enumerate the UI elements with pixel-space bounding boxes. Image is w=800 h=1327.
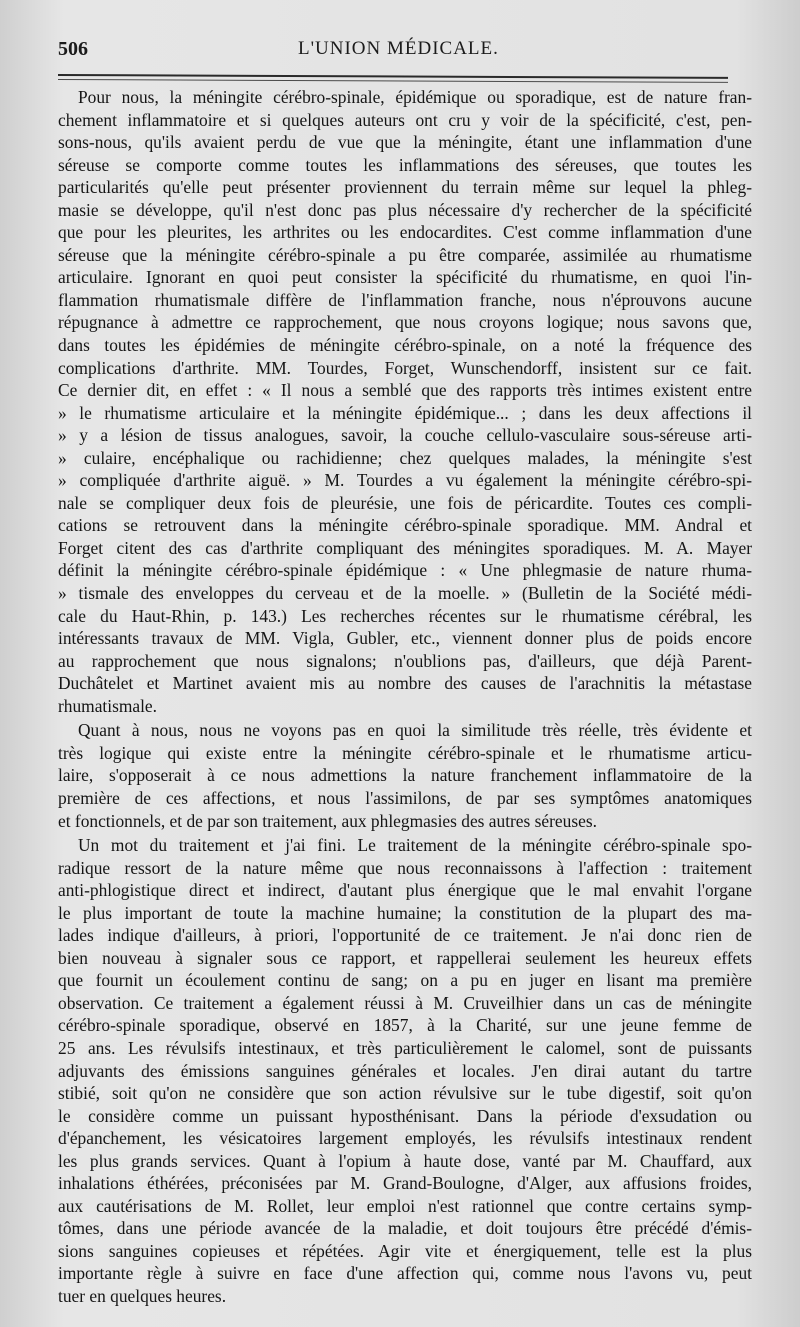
text-line: Un mot du traitement et j'ai fini. Le traitement de la méningite cérébro-spinale spo- bbox=[78, 835, 752, 856]
text-line: tuer en quelques heures. bbox=[58, 1285, 227, 1306]
text-line: que fournit un écoulement continu de sang; on a pu en juger en lisant ma première bbox=[58, 970, 752, 991]
text-line: » compliquée d'arthrite aiguë. » M. Tourdes a vu également la méningite cérébro-spi- bbox=[58, 470, 752, 491]
text-line: cations se retrouvent dans la méningite cérébro-spinale sporadique. MM. Andral et bbox=[58, 515, 752, 536]
text-line: adjuvants des émissions sanguines générales et locales. J'en dirai autant du tartre bbox=[58, 1060, 752, 1081]
header-rule bbox=[58, 74, 728, 79]
text-line: dans toutes les épidémies de méningite cérébro-spinale, on a noté la fréquence des bbox=[58, 335, 752, 356]
text-line: flammation rhumatismale diffère de l'inflammation franche, nous n'éprouvons aucune bbox=[58, 289, 752, 310]
paragraph-1 bbox=[58, 86, 752, 717]
text-line: » y a lésion de tissus analogues, savoir, la couche cellulo-vasculaire sous-séreuse arti- bbox=[58, 425, 752, 446]
running-title: L'UNION MÉDICALE. bbox=[298, 38, 499, 59]
text-line: laire, s'opposerait à ce nous admettions la nature franchement inflammatoire de la bbox=[58, 765, 752, 786]
text-line: lades indique d'ailleurs, à priori, l'opportunité de ce traitement. Je n'ai donc rien de bbox=[58, 925, 752, 946]
text-line: au rapprochement que nous signalons; n'oublions pas, d'ailleurs, que déjà Parent- bbox=[58, 650, 752, 671]
text-line: séreuse se comporte comme toutes les inflammations des séreuses, que toutes les bbox=[58, 154, 752, 175]
text-line: radique ressort de la nature même que nous reconnaissons à l'affection : traitement bbox=[58, 857, 752, 878]
text-line: Quant à nous, nous ne voyons pas en quoi la similitude très réelle, très évidente et bbox=[78, 720, 752, 741]
page-number: 506 bbox=[58, 38, 88, 60]
text-line: que pour les pleurites, les arthrites ou les endocardites. C'est comme inflammation d'une bbox=[58, 222, 752, 243]
text-line: cérébro-spinale sporadique, observé en 1857, à la Charité, sur une jeune femme de bbox=[58, 1015, 752, 1036]
text-line: répugnance à admettre ce rapprochement, que nous croyons logique; nous savons que, bbox=[58, 312, 752, 333]
text-line: première de ces affections, et nous l'assimilons, de par ses symptômes anatomiques bbox=[58, 787, 752, 808]
text-line: inhalations éthérées, préconisées par M. Grand-Boulogne, d'Alger, aux affusions froides, bbox=[58, 1173, 752, 1194]
text-line: 25 ans. Les révulsifs intestinaux, et très particulièrement le calomel, sont de puissants bbox=[58, 1037, 752, 1058]
text-line: Forget citent des cas d'arthrite compliquant des méningites sporadiques. M. A. Mayer bbox=[58, 537, 752, 558]
text-line: cale du Haut-Rhin, p. 143.) Les recherches récentes sur le rhumatisme cérébral, les bbox=[58, 605, 752, 626]
text-line: le plus important de toute la machine humaine; la constitution de la plupart des ma- bbox=[58, 902, 752, 923]
text-line: Duchâtelet et Martinet avaient mis au nombre des causes de l'arachnitis la métastase bbox=[58, 673, 752, 694]
header-rule-thin bbox=[58, 79, 728, 83]
text-line: particularités qu'elle peut présenter proviennent du terrain même sur lequel la phleg- bbox=[58, 177, 752, 198]
text-line: articulaire. Ignorant en quoi peut consister la spécificité du rhumatisme, en quoi l'in- bbox=[58, 267, 752, 288]
text-line: intéressants travaux de MM. Vigla, Gubler, etc., viennent donner plus de poids encore bbox=[58, 628, 752, 649]
text-line: sons-nous, qu'ils avaient perdu de vue que la méningite, étant une inflammation d'une bbox=[58, 132, 752, 153]
text-line: Pour nous, la méningite cérébro-spinale, épidémique ou sporadique, est de nature fran- bbox=[78, 87, 752, 107]
text-line: » le rhumatisme articulaire et la méningite épidémique... ; dans les deux affections il bbox=[58, 402, 752, 423]
text-line: complications d'arthrite. MM. Tourdes, Forget, Wunschendorff, insistent sur ce fait. bbox=[58, 357, 752, 378]
text-line: très logique qui existe entre la méningite cérébro-spinale et le rhumatisme articu- bbox=[58, 742, 752, 763]
text-line: importante règle à suivre en face d'une affection qui, comme nous l'avons vu, peut bbox=[58, 1263, 752, 1284]
text-line: » culaire, encéphalique ou rachidienne; chez quelques malades, la méningite s'est bbox=[58, 447, 752, 468]
text-line: séreuse que la méningite cérébro-spinale a pu être comparée, assimilée au rhumatisme bbox=[58, 244, 752, 265]
text-line: Ce dernier dit, en effet : « Il nous a semblé que des rapports très intimes existent entre bbox=[58, 380, 752, 401]
text-line: définit la méningite cérébro-spinale épidémique : « Une phlegmasie de nature rhuma- bbox=[58, 560, 752, 581]
text-line: aux cautérisations de M. Rollet, leur emploi n'est rationnel que contre certains symp- bbox=[58, 1195, 752, 1216]
text-line: » tismale des enveloppes du cerveau et de la moelle. » (Bulletin de la Société médi- bbox=[58, 583, 752, 604]
article-body bbox=[58, 86, 752, 1308]
text-line: rhumatismale. bbox=[58, 695, 158, 716]
text-line: sions sanguines copieuses et répétées. Agir vite et énergiquement, telle est la plus bbox=[58, 1240, 752, 1261]
text-line: chement inflammatoire et si quelques auteurs ont cru y voir de la spécificité, c'est, pen- bbox=[58, 109, 752, 130]
paragraph-3 bbox=[58, 834, 752, 1307]
text-line: anti-phlogistique direct et indirect, d'autant plus énergique que le mal envahit l'organe bbox=[58, 880, 752, 901]
page-header bbox=[58, 38, 732, 66]
text-line: et fonctionnels, et de par son traitement, aux phlegmasies des autres séreuses. bbox=[58, 810, 597, 831]
text-line: les plus grands services. Quant à l'opium à haute dose, vanté par M. Chauffard, aux bbox=[58, 1150, 752, 1171]
text-line: observation. Ce traitement a également réussi à M. Cruveilhier dans un cas de méningite bbox=[58, 992, 752, 1013]
text-line: le considère comme un puissant hyposthénisant. Dans la période d'exsudation ou bbox=[58, 1105, 752, 1126]
text-line: bien nouveau à signaler sous ce rapport, et rappellerai seulement les heureux effets bbox=[58, 947, 752, 968]
text-line: tômes, dans une période avancée de la maladie, et doit toujours être précédé d'émis- bbox=[58, 1218, 752, 1239]
text-line: masie se développe, qu'il n'est donc pas plus nécessaire d'y rechercher de la spécificité bbox=[58, 199, 752, 220]
text-line: d'épanchement, les vésicatoires largement employés, les révulsifs intestinaux rendent bbox=[58, 1128, 752, 1149]
text-line: stibié, soit qu'on ne considère que son action révulsive sur le tube digestif, soit qu'on bbox=[58, 1083, 752, 1104]
text-line: nale se compliquer deux fois de pleurésie, une fois de péricardite. Toutes ces compli- bbox=[58, 492, 752, 513]
paragraph-2 bbox=[58, 719, 752, 832]
